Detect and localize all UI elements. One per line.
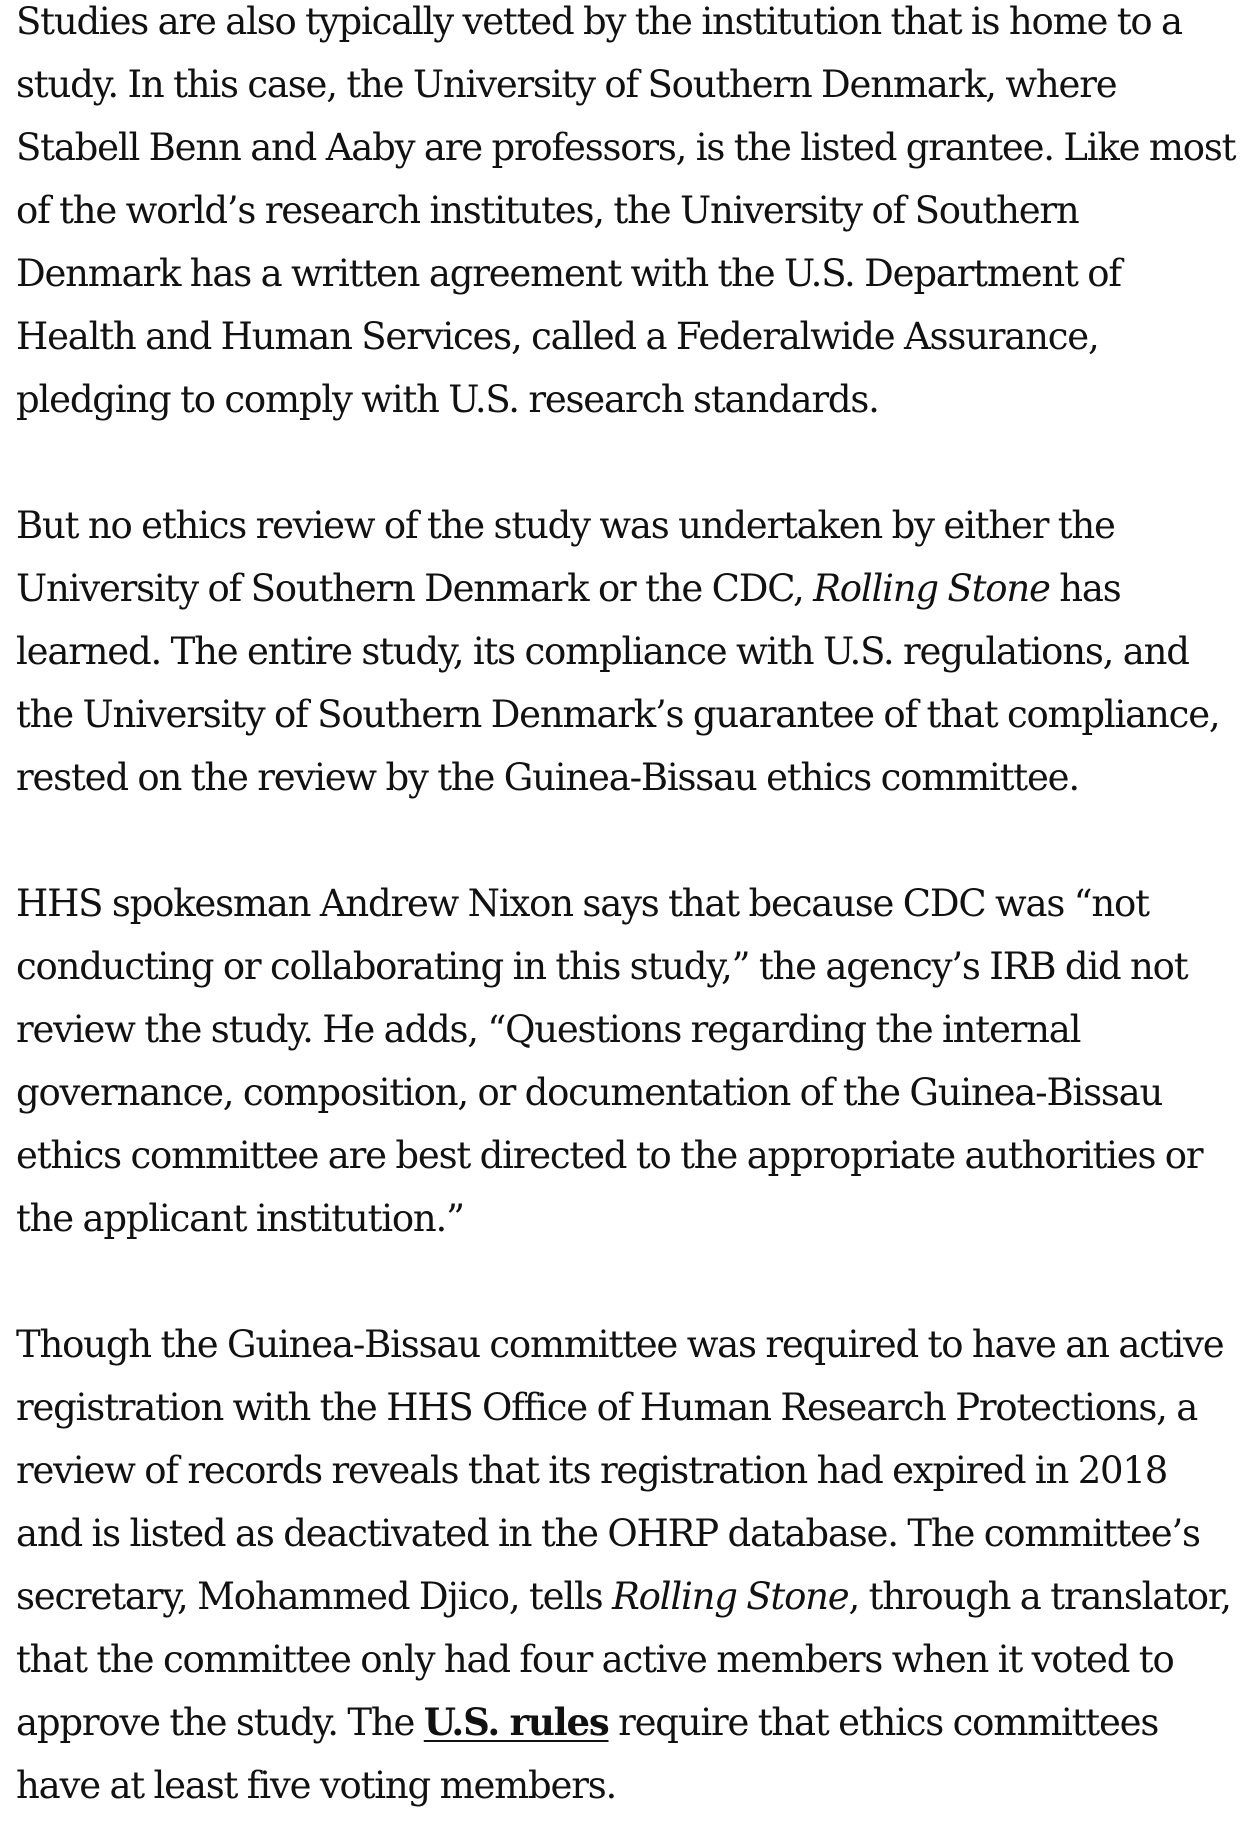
paragraph-hhs-statement: HHS spokesman Andrew Nixon says that because CDC was “not conducting or collaborating in this study,” the agency’s IRB did not review the study. He adds, “Questions regarding the internal governance, composition, or documentation of the Guinea-Bissau ethics committee are best directed to the appropriate authorities or the applicant institution.” [16, 882, 1203, 1240]
us-rules-link[interactable]: U.S. rules [423, 1700, 609, 1744]
paragraph-no-ethics-review [16, 494, 1240, 809]
publication-name: Rolling Stone [813, 567, 1050, 610]
paragraph-text: require that ethics committees have at least five voting members. [16, 1701, 1159, 1807]
paragraph-committee-registration [16, 1313, 1240, 1817]
paragraph-text: , through a translator, that the committee only had four active members when it voted to approve the study. The [16, 1575, 1231, 1744]
publication-name: Rolling Stone [611, 1575, 849, 1618]
paragraph-text: has learned. The entire study, its compliance with U.S. regulations, and the University of Southern Denmark’s guarantee of that compliance, rested on the review by the Guinea-Bissau ethics committee. [16, 567, 1220, 799]
paragraph-institution-vetting: Studies are also typically vetted by the institution that is home to a study. In this case, the University of Southern Denmark, where Stabell Benn and Aaby are professors, is the listed grantee. Like most of the world’s research institutes, the University of Southern Denmark has a written agreement with the U.S. Department of Health and Human Services, called a Federalwide Assurance, pledging to comply with U.S. research standards. [16, 0, 1236, 421]
paragraph-text: Though the Guinea-Bissau committee was required to have an active registration with the HHS Office of Human Research Protections, a review of records reveals that its registration had expired in 2018 and is listed as deactivated in the OHRP database. The committee’s secretary, Mohammed Djico, tells [16, 1323, 1224, 1618]
paragraph-text: But no ethics review of the study was undertaken by either the University of Southern Denmark or the CDC, [16, 504, 1115, 610]
